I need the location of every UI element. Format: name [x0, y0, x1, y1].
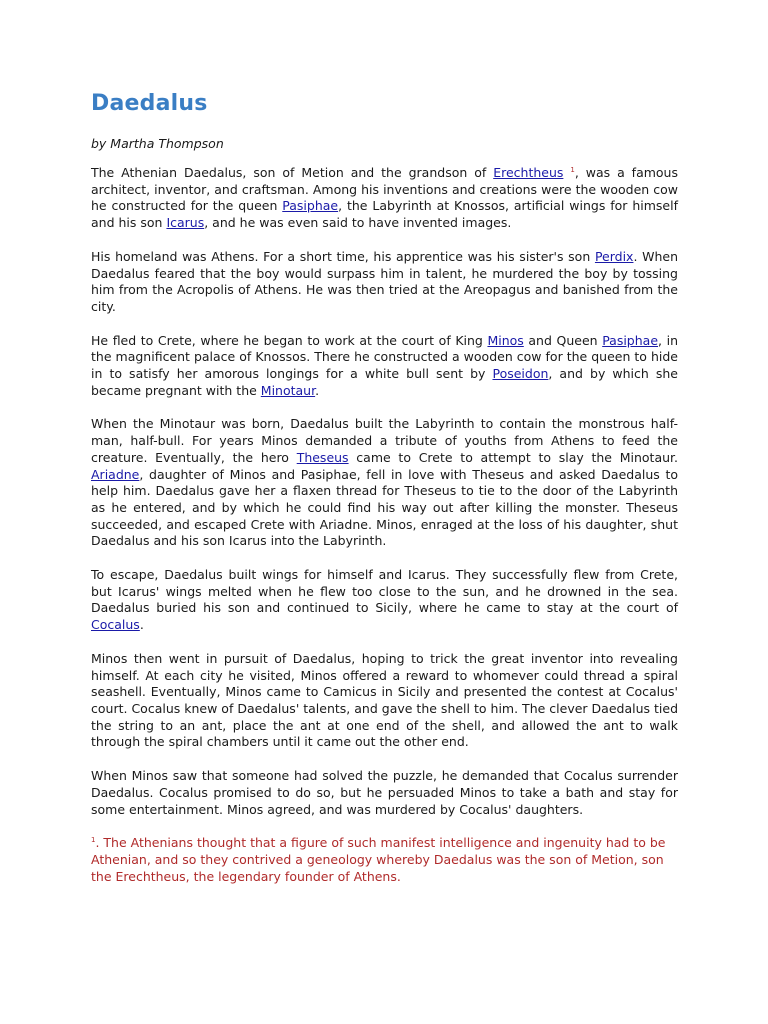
- link-poseidon[interactable]: Poseidon: [492, 366, 549, 382]
- link-minos[interactable]: Minos: [487, 332, 524, 348]
- link-perdix[interactable]: Perdix: [594, 248, 634, 264]
- footnote-marker: 1: [91, 836, 96, 845]
- text: , and by which she became pregnant with the: [91, 366, 678, 398]
- footnote-ref[interactable]: 1: [570, 166, 575, 174]
- text: His homeland was Athens. For a short time, his apprentice was his sister's son: [91, 248, 595, 264]
- paragraph-3: [91, 333, 678, 400]
- link-theseus[interactable]: Theseus: [296, 449, 349, 465]
- byline: by Martha Thompson: [91, 136, 224, 151]
- paragraph-5: [91, 567, 678, 634]
- text: came to Crete to attempt to slay the Minotaur.: [348, 449, 678, 465]
- text: .: [139, 617, 144, 633]
- text: The Athenian Daedalus, son of Metion and the grandson of: [91, 165, 494, 180]
- paragraph-4: [91, 416, 678, 550]
- text: , the Labyrinth at Knossos, artificial wings for himself and his son: [91, 198, 678, 231]
- paragraph-2: [91, 249, 678, 316]
- text: When the Minotaur was born, Daedalus built the Labyrinth to contain the monstrous half-man, half-bull. For years Minos demanded a tribute of youths from Athens to feed the creature. Eventually, the hero: [91, 416, 678, 465]
- text: , daughter of Minos and Pasiphae, fell in love with Theseus and asked Daedalus to help him. Daedalus gave her a flaxen thread for Theseus to tie to the door of the Labyrinth as he entered, and by which he could find his way out after killing the monster. Theseus succeeded, and escaped Crete with Ariadne. Minos, enraged at the loss of his daughter, shut Daedalus and his son Icarus into the Labyrinth.: [91, 466, 678, 549]
- footnote: [91, 835, 678, 885]
- text: , and he was even said to have invented images.: [204, 215, 512, 231]
- paragraph-6: Minos then went in pursuit of Daedalus, hoping to trick the great inventor into revealing himself. At each city he visited, Minos offered a reward to whomever could thread a spiral seashell. Eventually, Minos came to Camicus in Sicily and presented the contest at Cocalus' court. Cocalus knew of Daedalus' talents, and gave the shell to him. The clever Daedalus tied the string to an ant, place the ant at one end of the shell, and allowed the ant to walk through the spiral chambers until it came out the other end.: [91, 650, 678, 750]
- footnote-text: . The Athenians thought that a figure of such manifest intelligence and ingenuity had to be Athenian, and so they contrived a geneology whereby Daedalus was the son of Metion, son the Erechtheus, the legendary founder of Athens.: [91, 835, 666, 884]
- link-erechtheus[interactable]: Erechtheus: [493, 165, 564, 180]
- paragraph-1: [91, 165, 678, 232]
- article: [91, 88, 678, 885]
- link-pasiphae[interactable]: Pasiphae: [282, 198, 339, 214]
- text: .: [315, 382, 320, 398]
- text: and Queen: [523, 332, 603, 348]
- link-ariadne[interactable]: Ariadne: [91, 466, 140, 482]
- text: , in the magnificent palace of Knossos. There he constructed a wooden cow for the queen to hide in to satisfy her amorous longings for a white bull sent by: [91, 332, 678, 382]
- text: , was a famous architect, inventor, and craftsman. Among his inventions and creations were the wooden cow he constructed for the queen: [91, 165, 678, 214]
- text: . When Daedalus feared that the boy would surpass him in talent, he murdered the boy by tossing him from the Acropolis of Athens. He was then tried at the Areopagus and banished from the city.: [91, 248, 679, 314]
- link-icarus[interactable]: Icarus: [166, 215, 205, 231]
- page-title: Daedalus: [91, 91, 208, 116]
- link-pasiphae[interactable]: Pasiphae: [602, 332, 659, 348]
- link-cocalus[interactable]: Cocalus: [91, 617, 140, 633]
- text: He fled to Crete, where he began to work at the court of King: [91, 332, 488, 348]
- paragraph-7: When Minos saw that someone had solved the puzzle, he demanded that Cocalus surrender Daedalus. Cocalus promised to do so, but he persuaded Minos to take a bath and stay for some entertainment. Minos agreed, and was murdered by Cocalus' daughters.: [91, 768, 678, 817]
- text: To escape, Daedalus built wings for himself and Icarus. They successfully flew from Crete, but Icarus' wings melted when he flew too close to the sun, and he drowned in the sea. Daedalus buried his son and continued to Sicily, where he came to stay at the court of: [91, 567, 678, 616]
- link-minotaur[interactable]: Minotaur: [260, 382, 316, 398]
